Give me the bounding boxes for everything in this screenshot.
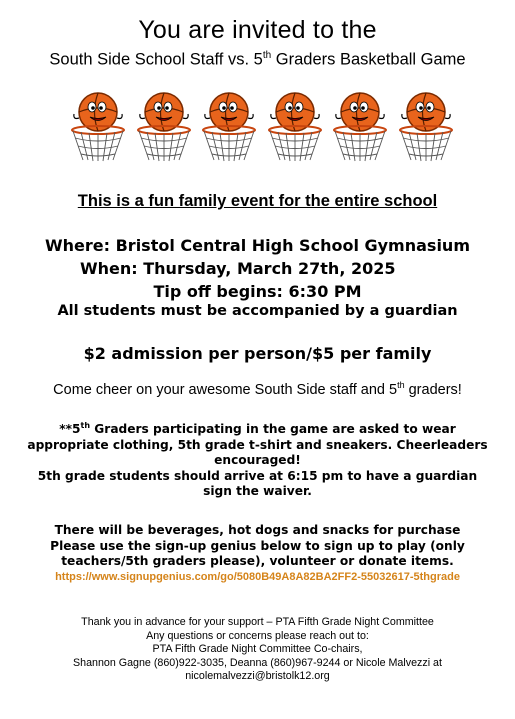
event-date: When: Thursday, March 27th, 2025 xyxy=(80,259,396,278)
event-tipoff-time: Tip off begins: 6:30 PM xyxy=(153,282,362,301)
footer-line-2: Any questions or concerns please reach out to: xyxy=(146,629,369,642)
basketball-hoop-image xyxy=(67,86,129,166)
note-line-3: encouraged! xyxy=(214,453,301,468)
beverages-line-1: There will be beverages, hot dogs and snacks for purchase xyxy=(54,523,461,537)
cheer-pre: Come cheer on your awesome South Side staff and 5 xyxy=(53,381,398,398)
beverages-line-2: Please use the sign-up genius below to sign up to play (only xyxy=(50,538,465,553)
admission-price: $2 admission per person/$5 per family xyxy=(83,344,432,363)
footer-line-3: PTA Fifth Grade Night Committee Co-chairs, xyxy=(152,643,363,656)
signup-genius-link[interactable]: https://www.signupgenius.com/go/5080B49A8A82BA2FF2-55032617-5thgrade xyxy=(55,570,460,583)
note-line-1-sup: th xyxy=(80,420,91,430)
basketball-row xyxy=(67,86,457,166)
subtitle-pre: South Side School Staff vs. 5 xyxy=(49,50,263,69)
note-line-4: 5th grade students should arrive at 6:15 pm to have a guardian xyxy=(37,468,478,483)
event-subtitle xyxy=(0,50,515,70)
cheer-sup: th xyxy=(397,380,405,390)
basketball-hoop-image xyxy=(264,86,326,166)
beverages-section xyxy=(0,523,515,585)
guardian-requirement: All students must be accompanied by a guardian xyxy=(57,303,458,319)
beverages-line-3: teachers/5th graders please), volunteer or donate items. xyxy=(61,554,454,569)
footer-contact xyxy=(0,616,515,684)
event-location: Where: Bristol Central High School Gymnasium xyxy=(45,236,470,255)
note-line-2: appropriate clothing, 5th grade t-shirt and sneakers. Cheerleaders xyxy=(27,437,488,452)
basketball-hoop-image xyxy=(329,86,391,166)
footer-line-5: nicolemalvezzi@bristolk12.org xyxy=(185,670,330,683)
cheer-message xyxy=(0,380,515,398)
basketball-hoop-image xyxy=(133,86,195,166)
basketball-hoop-image xyxy=(198,86,260,166)
footer-line-1: Thank you in advance for your support – PTA Fifth Grade Night Committee xyxy=(81,616,434,628)
footer-line-4: Shannon Gagne (860)922-3035, Deanna (860)967-9244 or Nicole Malvezzi at xyxy=(73,656,442,669)
subtitle-post: Graders Basketball Game xyxy=(271,50,466,69)
note-line-5: sign the waiver. xyxy=(203,484,312,499)
event-tagline: This is a fun family event for the entire school xyxy=(77,192,438,210)
cheer-post: graders! xyxy=(404,381,462,398)
note-line-1-post: Graders participating in the game are asked to wear xyxy=(90,422,456,436)
note-line-1 xyxy=(0,422,515,438)
participant-note xyxy=(0,422,515,500)
invite-title: You are invited to the xyxy=(138,16,377,44)
basketball-hoop-image xyxy=(395,86,457,166)
note-line-1-pre: **5 xyxy=(59,422,81,436)
subtitle-sup: th xyxy=(262,50,272,61)
